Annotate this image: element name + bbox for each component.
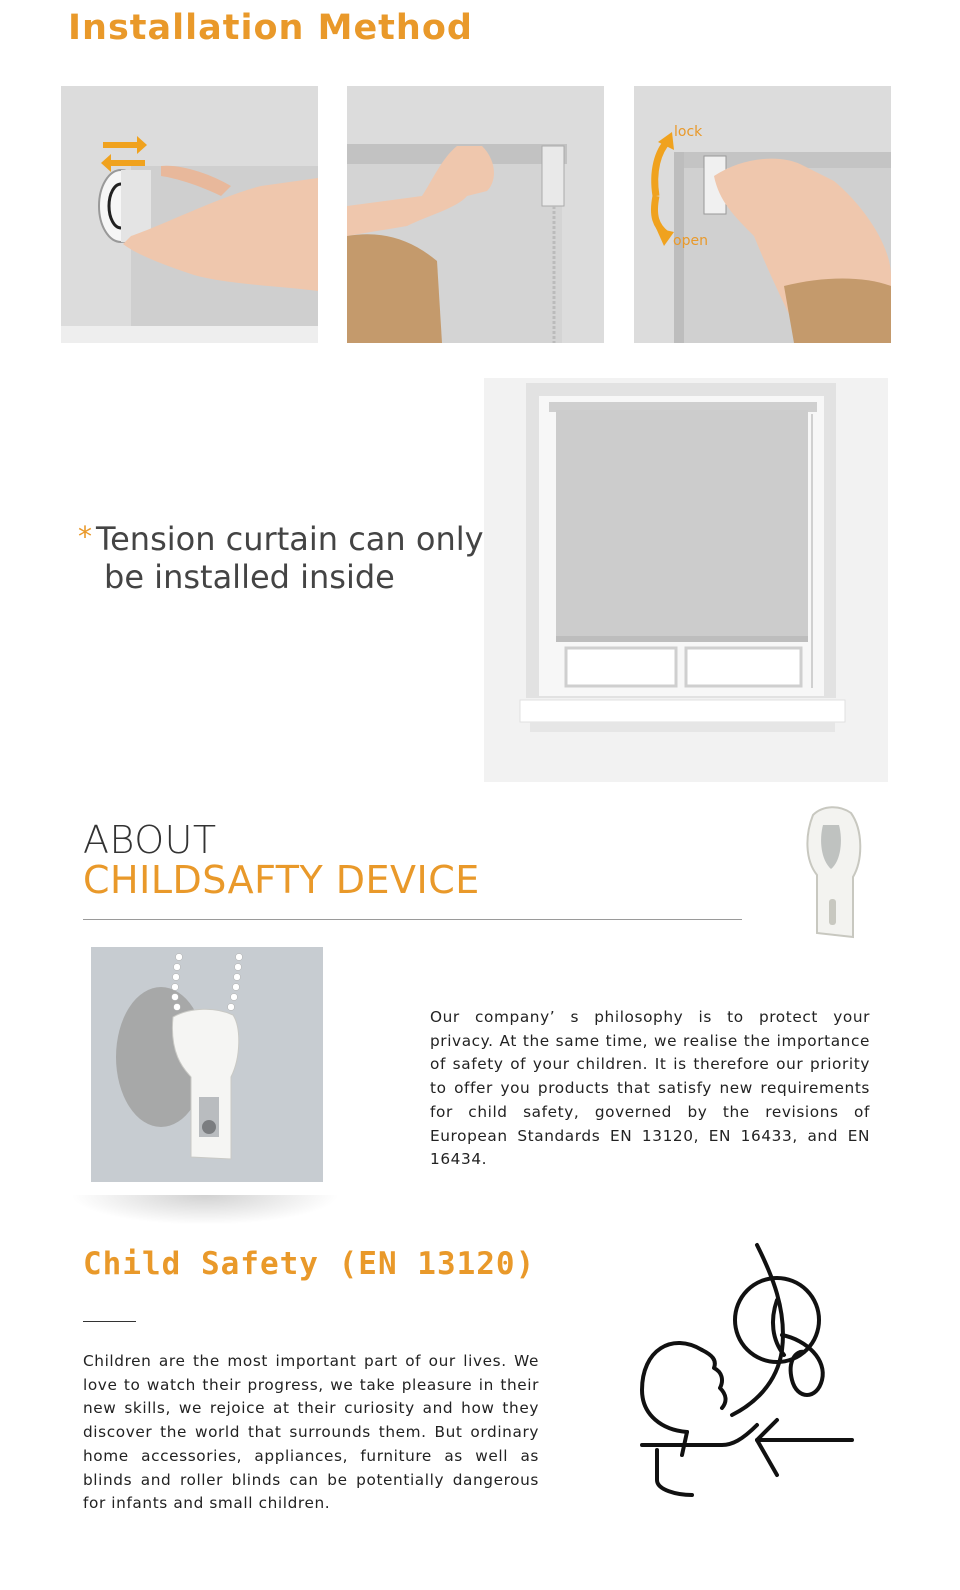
tension-note [78,518,484,596]
tension-line-1: Tension curtain can only [96,520,484,558]
children-paragraph: Children are the most important part of our lives. We love to watch their progress, we take pleasure in their new skills, we rejoice at their curiosity and how they discover the world that surrounds them. But ordinary home accessories, appliances, furniture as well as blinds and roller blinds can be potentially dangerous for infants and small children. [83,1352,539,1513]
section-title-installation: Installation Method [68,8,473,48]
photo-shadow [70,1195,340,1225]
about-heading: ABOUT [83,818,217,862]
asterisk-icon: * [78,520,92,553]
philosophy-paragraph: Our company’ s philosophy is to protect your privacy. At the same time, we realise the importance of safety of your children. It is therefore our priority to offer you products that satisfy new requirements for child safety, governed by the revisions of European Standards EN 13120, EN 16433, and EN 16434. [430,1008,870,1169]
child-choking-icon [632,1240,862,1500]
tension-line-2: be installed inside [104,558,395,596]
window-roller-photo [484,378,888,782]
open-label: open [673,233,708,249]
clip-device-photo [91,947,323,1182]
short-divider [83,1321,136,1322]
lock-label: lock [674,124,703,140]
divider-line [83,919,742,920]
child-safety-title: Child Safety (EN 13120) [83,1246,536,1282]
install-photo-bracket [347,86,604,343]
install-photo-lock-open [634,86,891,343]
chain-clip-icon [795,805,870,945]
install-photo-push-cap [61,86,318,343]
childsafety-device-heading: CHILDSAFTY DEVICE [83,858,480,902]
